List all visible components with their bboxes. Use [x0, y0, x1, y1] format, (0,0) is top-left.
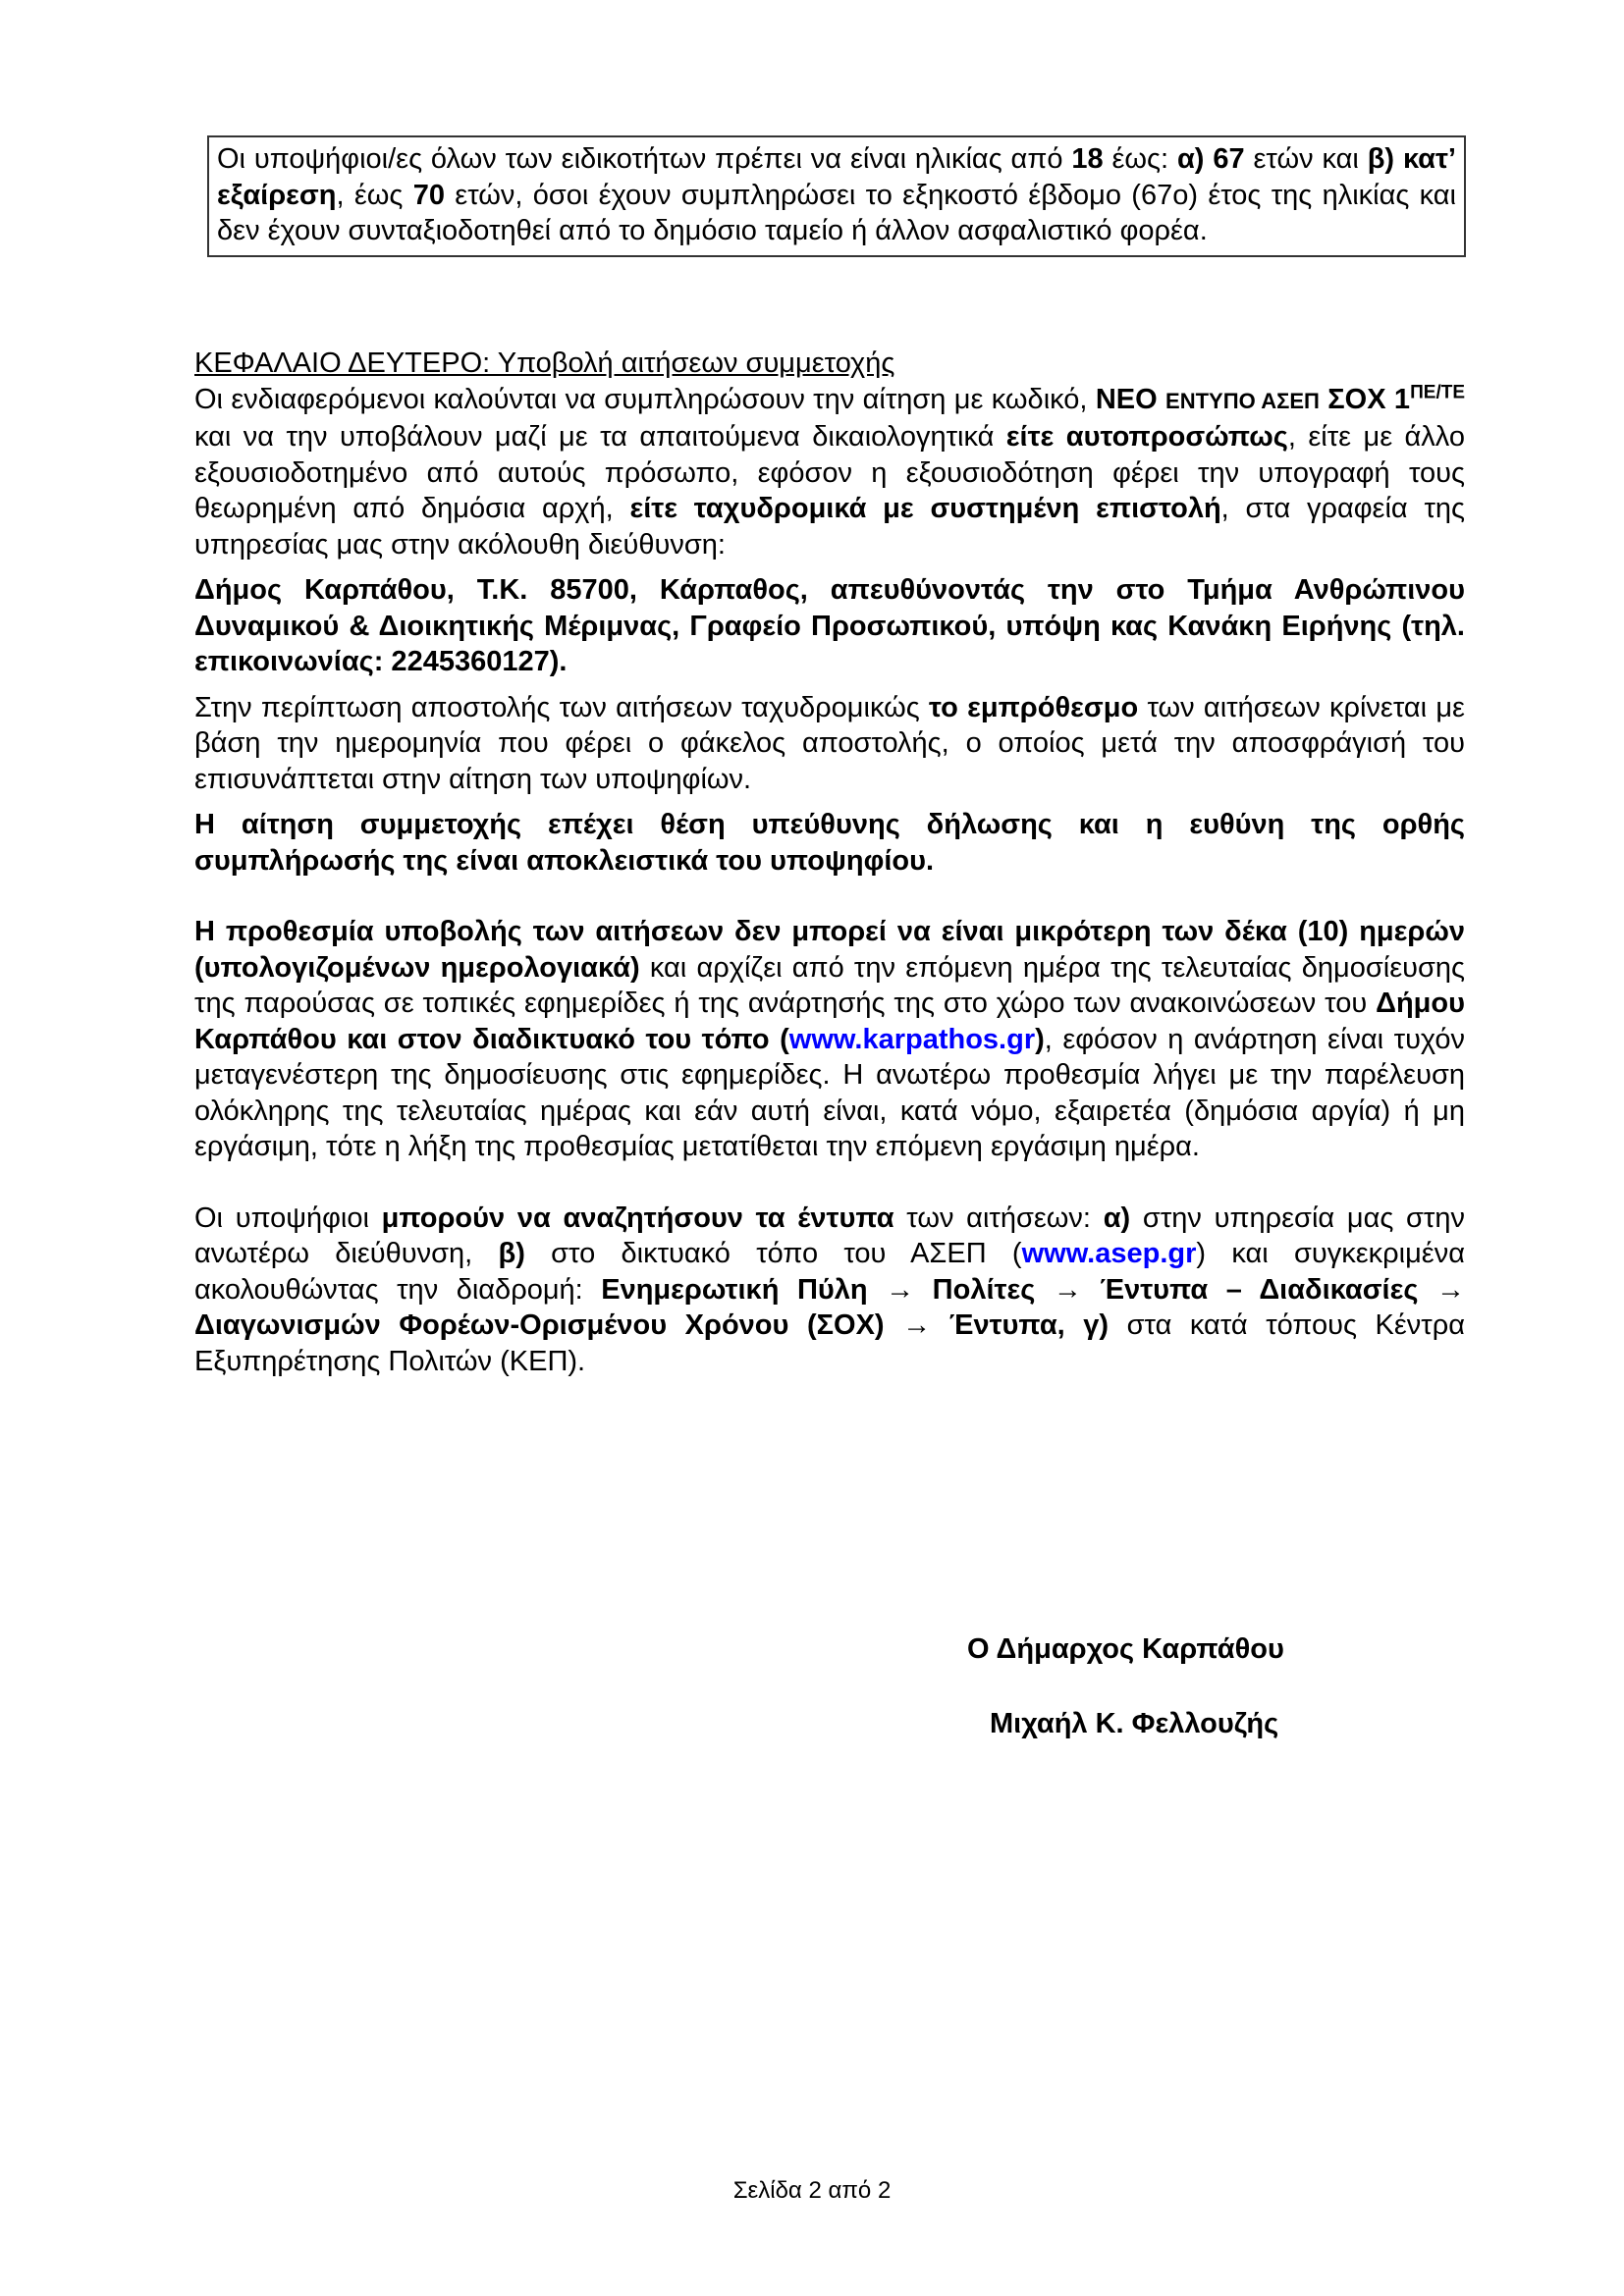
- paragraph-text: , εφόσον η ανάρτηση είναι τυχόν μεταγενέστερη της δημοσίευσης στις εφημερίδες. Η ανωτέρω προθεσμία λήγει με την παρέλευση ολόκληρης της τελευταίας ημέρας και εάν αυτή είναι, κατά νόμο, εξαιρετέα (δημόσια αργία) ή μη εργάσιμη, τότε η λήξη της προθεσμίας μετατίθεται την επόμενη εργάσιμη ημέρα.: [194, 1023, 1466, 1162]
- paragraph-text: Οι ενδιαφερόμενοι καλούνται να συμπληρώσουν την αίτηση με κωδικό,: [194, 383, 1096, 415]
- paragraph-text: , είτε με άλλο εξουσιοδοτημένο από αυτούς πρόσωπο, εφόσον η εξουσιοδότηση φέρει την υπογραφή τους θεωρημένη από δημόσια αρχή,: [194, 421, 1465, 524]
- arrow-right-icon: →: [1435, 1273, 1465, 1306]
- age-text: ετών και: [1244, 143, 1368, 175]
- page-number: Σελίδα 2 από 2: [732, 2177, 892, 2204]
- paragraph-text: Στην περίπτωση αποστολής των αιτήσεων ταχυδρομικώς: [194, 691, 929, 723]
- paragraph-text: στην υπηρεσία μας στην ανωτέρω διεύθυνση,: [194, 1201, 1466, 1269]
- declaration-paragraph: [194, 807, 1465, 879]
- chapter-heading-text: ΚΕΦΑΛΑΙΟ ΔΕΥΤΕΡΟ: Υποβολή αιτήσεων συμμετοχής: [194, 347, 895, 379]
- paragraph-text: ) και συγκεκριμένα ακολουθώντας την διαδρομή:: [194, 1238, 1465, 1306]
- age-text: ετών, όσοι έχουν συμπληρώσει το εξηκοστό έβδομο (67ο) έτος της ηλικίας και δεν έχουν συνταξιοδοτηθεί από το δημόσιο ταμείο ή άλλον ασφαλιστικό φορέα.: [217, 179, 1456, 246]
- age-min: 18: [1071, 143, 1104, 175]
- paragraph-emphasis: είτε αυτοπροσώπως: [1005, 421, 1288, 453]
- signature-name: Μιχαήλ Κ. Φελλουζής: [990, 1708, 1279, 1739]
- application-paragraph: [194, 382, 1465, 563]
- postal-paragraph: [194, 690, 1465, 798]
- paragraph-emphasis: Δήμου Καρπάθου και στον διαδικτυακό του τόπο (: [194, 988, 1465, 1055]
- paragraph-text: των αιτήσεων κρίνεται με βάση την ημερομηνία που φέρει ο φάκελος αποστολής, ο οποίος μετά την αποσφράγισή του επισυνάπτεται στην αίτηση των υποψηφίων.: [194, 691, 1465, 795]
- list-marker: β): [498, 1238, 525, 1269]
- paragraph-text: και αρχίζει από την επόμενη ημέρα της τελευταίας δημοσίευσης της παρούσας σε τοπικές εφημερίδες ή της ανάρτησής της στο χώρο των ανακοινώσεων του: [194, 951, 1466, 1019]
- paragraph-emphasis: Η προθεσμία υποβολής των αιτήσεων δεν μπορεί να είναι μικρότερη των δέκα (10) ημερών (υπολογιζομένων ημερολογιακά): [194, 916, 1465, 984]
- karpathos-website-link[interactable]: www.karpathos.gr: [788, 1023, 1036, 1055]
- route-step: Διαγωνισμών Φορέων-Ορισμένου Χρόνου (ΣΟΧ): [194, 1309, 885, 1341]
- paragraph-emphasis: είτε ταχυδρομικά με συστημένη επιστολή: [629, 493, 1221, 524]
- paragraph-text: στο δικτυακό τόπο του ΑΣΕΠ (: [524, 1238, 1022, 1269]
- forms-paragraph: [194, 1201, 1465, 1380]
- signature-title: Ο Δήμαρχος Καρπάθου: [967, 1633, 1284, 1665]
- list-marker: α): [1103, 1201, 1131, 1234]
- paragraph-emphasis: το εμπρόθεσμο: [928, 691, 1139, 723]
- age-max-a: α) 67: [1176, 143, 1245, 175]
- age-requirement-box: [207, 135, 1466, 257]
- paragraph-text: Οι υποψήφιοι: [194, 1201, 382, 1234]
- asep-website-link[interactable]: www.asep.gr: [1021, 1238, 1197, 1269]
- deadline-paragraph: [194, 914, 1465, 1165]
- paragraph-text: στα κατά τόπους Κέντρα Εξυπηρέτησης Πολιτών (ΚΕΠ).: [194, 1309, 1466, 1377]
- form-code: ΝΕΟ: [1095, 383, 1166, 415]
- route-step: Ενημερωτική Πύλη: [601, 1273, 868, 1306]
- paragraph-text: και να την υποβάλουν μαζί με τα απαιτούμενα δικαιολογητικά: [194, 421, 1006, 453]
- route-step: Έντυπα, γ): [948, 1309, 1110, 1341]
- route-step: Πολίτες: [932, 1273, 1036, 1306]
- arrow-right-icon: →: [886, 1273, 915, 1306]
- age-max-b: 70: [412, 179, 445, 211]
- age-text: , έως: [336, 179, 413, 211]
- chapter-section: [194, 346, 1465, 1379]
- form-code: ΕΝΤΥΠΟ ΑΣΕΠ: [1165, 388, 1320, 413]
- paragraph-text: των αιτήσεων:: [893, 1201, 1104, 1234]
- paragraph-text: , στα γραφεία της υπηρεσίας μας στην ακόλουθη διεύθυνση:: [194, 493, 1466, 561]
- arrow-right-icon: →: [1053, 1273, 1082, 1306]
- form-code: ΣΟΧ 1: [1319, 383, 1411, 415]
- age-exception: β) κατ’ εξαίρεση: [217, 143, 1456, 211]
- age-text: Οι υποψήφιοι/ες όλων των ειδικοτήτων πρέπει να είναι ηλικίας από: [217, 143, 1072, 175]
- declaration-text: Η αίτηση συμμετοχής επέχει θέση υπεύθυνης δήλωσης και η ευθύνη της ορθής συμπλήρωσής της είναι αποκλειστικά του υποψηφίου.: [194, 809, 1465, 877]
- age-text: έως:: [1103, 143, 1177, 175]
- paragraph-emphasis: ): [1035, 1023, 1045, 1055]
- address-text: Δήμος Καρπάθου, Τ.Κ. 85700, Κάρπαθος, απευθύνοντάς την στο Τμήμα Ανθρώπινου Δυναμικού & Διοικητικής Μέριμνας, Γραφείο Προσωπικού, υπόψη κας Κανάκη Ειρήνης (τηλ. επικοινωνίας: 2245360127).: [194, 574, 1465, 677]
- arrow-right-icon: →: [902, 1309, 932, 1341]
- form-code-superscript: ΠΕ/ΤΕ: [1410, 381, 1466, 402]
- address-paragraph: [194, 572, 1465, 680]
- route-step: Έντυπα – Διαδικασίες: [1100, 1273, 1419, 1306]
- paragraph-emphasis: μπορούν να αναζητήσουν τα έντυπα: [381, 1201, 894, 1234]
- chapter-heading: [194, 346, 1465, 382]
